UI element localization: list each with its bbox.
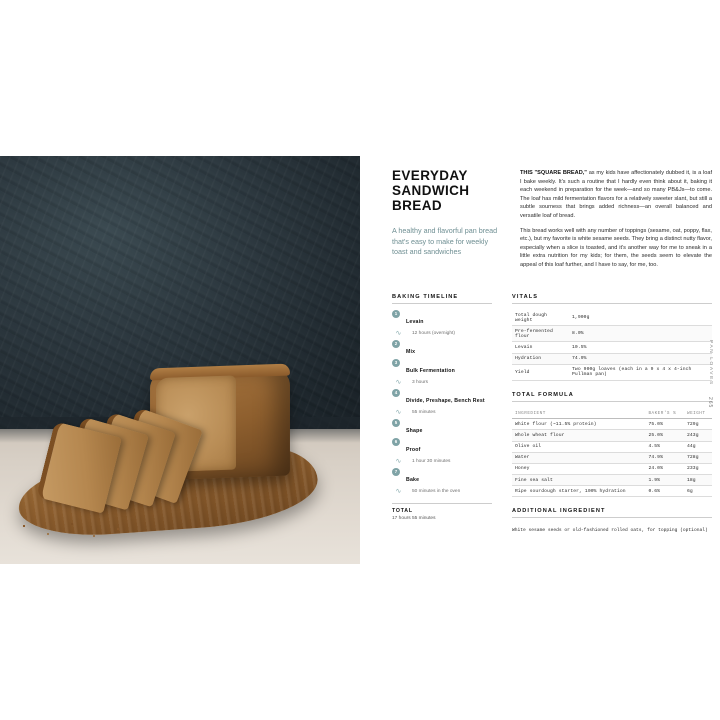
intro-paragraph-1	[520, 169, 712, 221]
ingredient-weight: 44g	[684, 441, 712, 452]
intro-lead: THIS "SQUARE BREAD,"	[520, 170, 587, 176]
page-number: 265	[707, 396, 713, 408]
ingredient-name: Honey	[512, 463, 645, 474]
additional-ingredient-heading: ADDITIONAL INGREDIENT	[512, 508, 712, 518]
additional-ingredient-block	[512, 508, 712, 534]
ingredient-name: Whole wheat flour	[512, 430, 645, 441]
timeline-total-value: 17 hours 55 minutes	[392, 516, 436, 521]
timeline-step	[392, 438, 492, 456]
recipe-intro	[520, 169, 712, 276]
page-title: EVERYDAY SANDWICH BREAD	[392, 168, 470, 213]
table-row	[512, 310, 712, 326]
table-header-row	[512, 408, 712, 419]
vitals-value: 1,900g	[569, 310, 712, 326]
timeline-step-label: Divide, Preshape, Bench Rest	[406, 398, 485, 404]
timeline-step-number: 4	[392, 389, 400, 397]
timeline-step-label: Levain	[406, 319, 424, 325]
timeline-total-label: TOTAL	[392, 508, 413, 514]
running-head: PAN LOAVES	[708, 340, 713, 386]
bread-crumbs	[14, 520, 134, 544]
table-row	[512, 326, 712, 342]
ingredient-percent: 25.0%	[645, 430, 684, 441]
ingredient-percent: 0.6%	[645, 486, 684, 497]
ingredient-percent: 24.0%	[645, 463, 684, 474]
squiggle-icon: ∿	[395, 330, 402, 337]
ingredient-percent: 1.9%	[645, 475, 684, 486]
squiggle-icon: ∿	[395, 409, 402, 416]
ingredient-percent: 75.0%	[645, 419, 684, 430]
column-header-weight: WEIGHT	[684, 408, 712, 419]
timeline-gap	[392, 330, 492, 337]
squiggle-icon: ∿	[395, 458, 402, 465]
table-row	[512, 419, 712, 430]
squiggle-icon: ∿	[395, 379, 402, 386]
table-row	[512, 463, 712, 474]
table-row	[512, 342, 712, 353]
vitals-block	[512, 294, 712, 381]
timeline-step-number: 1	[392, 310, 400, 318]
table-row	[512, 364, 712, 380]
vitals-label: Total dough weight	[512, 310, 569, 326]
timeline-gap	[392, 458, 492, 465]
baking-timeline	[392, 294, 492, 521]
timeline-step	[392, 468, 492, 486]
ingredient-name: White flour (~11.5% protein)	[512, 419, 645, 430]
vitals-label: Yield	[512, 364, 569, 380]
additional-ingredient-text: White sesame seeds or old-fashioned rolled oats, for topping (optional)	[512, 528, 708, 534]
ingredient-weight: 6g	[684, 486, 712, 497]
vitals-heading: VITALS	[512, 294, 712, 304]
vitals-value: Two 900g loaves (each in a 9 x 4 x 4-inch Pullman pan)	[569, 364, 712, 380]
timeline-step	[392, 419, 492, 437]
vitals-value: 74.9%	[569, 353, 712, 364]
timeline-gap-label: 3 hours	[412, 380, 428, 385]
vitals-label: Pre-fermented flour	[512, 326, 569, 342]
intro-body-1: as my kids have affectionately dubbed it, is a loaf I bake weekly. It's such a routine that I hardly even think about it, baking it each weekend in preparation for the week—and so many PB&Js—to come. The loaf has mild fermentation flavors for a relatively sweeter slant, but still a subtle sourness that brings added richness—an overall balanced and versatile loaf of bread.	[520, 170, 712, 219]
timeline-gap	[392, 379, 492, 386]
vitals-label: Hydration	[512, 353, 569, 364]
timeline-step-number: 2	[392, 340, 400, 348]
timeline-step-label: Bake	[406, 477, 420, 483]
timeline-total	[392, 503, 492, 521]
ingredient-name: Fine sea salt	[512, 475, 645, 486]
table-row	[512, 475, 712, 486]
recipe-subtitle: A healthy and flavorful pan bread that's easy to make for weekly toast and sandwiches	[392, 226, 498, 256]
recipe-photograph	[0, 156, 360, 564]
intro-paragraph-2: This bread works well with any number of toppings (sesame, oat, poppy, flax, etc.), but my favorite is white sesame seeds. They bring a distinct nutty flavor, especially when a slice is toasted, and it's another way for me to sneak in a little extra nutrition for my kids; for them, the seeds seem to elevate the appeal of this loaf further, and I have to say, for me, too.	[520, 227, 712, 268]
ingredient-weight: 729g	[684, 419, 712, 430]
vitals-value: 10.5%	[569, 342, 712, 353]
timeline-heading: BAKING TIMELINE	[392, 294, 492, 304]
timeline-gap-label: 55 minutes	[412, 410, 436, 415]
ingredient-weight: 18g	[684, 475, 712, 486]
formula-heading: TOTAL FORMULA	[512, 392, 712, 402]
timeline-step-number: 7	[392, 468, 400, 476]
vitals-value: 8.0%	[569, 326, 712, 342]
formula-block	[512, 392, 712, 498]
timeline-gap-label: 50 minutes in the oven	[412, 489, 461, 494]
vitals-table	[512, 310, 712, 381]
timeline-gap-label: 1 hour 30 minutes	[412, 459, 451, 464]
timeline-step-number: 6	[392, 438, 400, 446]
table-row	[512, 441, 712, 452]
ingredient-weight: 243g	[684, 430, 712, 441]
table-row	[512, 430, 712, 441]
table-row	[512, 353, 712, 364]
recipe-tables	[512, 294, 712, 545]
timeline-step-label: Mix	[406, 349, 416, 355]
timeline-step-number: 3	[392, 359, 400, 367]
squiggle-icon: ∿	[395, 488, 402, 495]
timeline-gap-label: 12 hours (overnight)	[412, 331, 455, 336]
timeline-step-number: 5	[392, 419, 400, 427]
timeline-step-label: Shape	[406, 428, 423, 434]
timeline-step	[392, 389, 492, 407]
timeline-step	[392, 340, 492, 358]
timeline-step	[392, 310, 492, 328]
ingredient-weight: 233g	[684, 463, 712, 474]
vitals-label: Levain	[512, 342, 569, 353]
timeline-step-label: Proof	[406, 447, 421, 453]
timeline-gap	[392, 488, 492, 495]
timeline-step-label: Bulk Fermentation	[406, 368, 455, 374]
ingredient-weight: 728g	[684, 452, 712, 463]
ingredient-name: Ripe sourdough starter, 100% hydration	[512, 486, 645, 497]
timeline-gap	[392, 409, 492, 416]
table-row	[512, 486, 712, 497]
recipe-text-page	[362, 156, 720, 564]
ingredient-name: Olive oil	[512, 441, 645, 452]
formula-table	[512, 408, 712, 498]
ingredient-name: Water	[512, 452, 645, 463]
ingredient-percent: 74.9%	[645, 452, 684, 463]
timeline-step	[392, 359, 492, 377]
column-header-ingredient: INGREDIENT	[512, 408, 645, 419]
table-row	[512, 452, 712, 463]
ingredient-percent: 4.5%	[645, 441, 684, 452]
column-header-bakers-percent: BAKER'S %	[645, 408, 684, 419]
